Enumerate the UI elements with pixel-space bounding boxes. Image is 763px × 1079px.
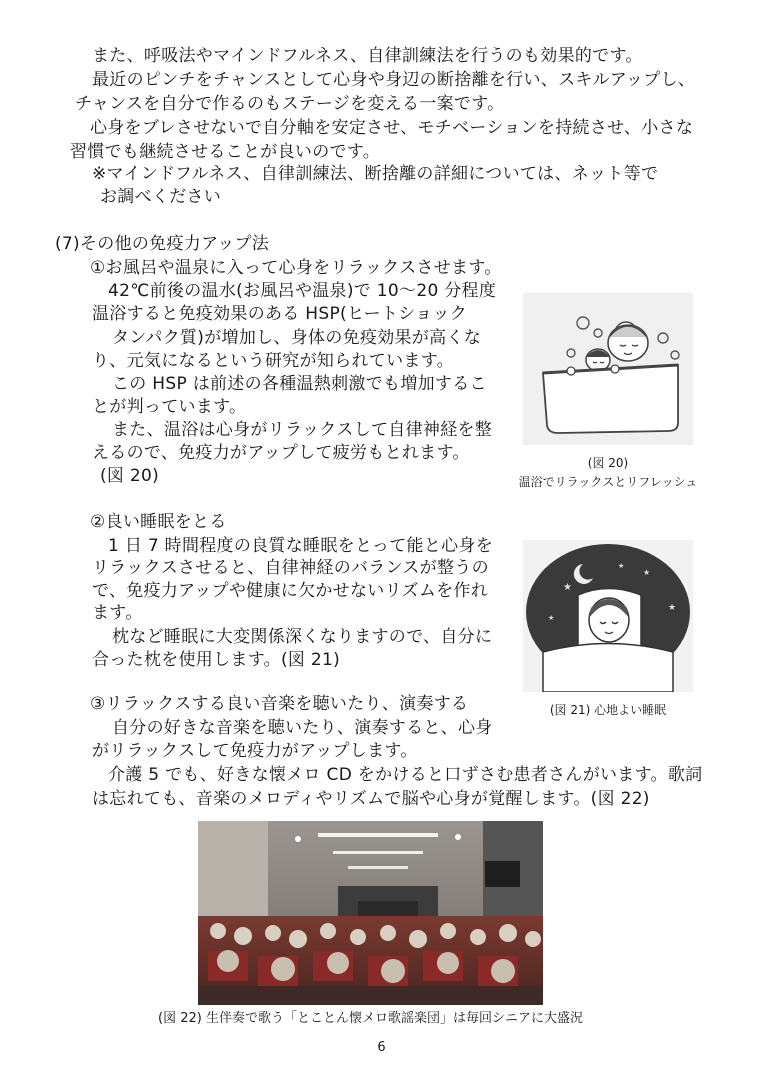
intro-line-2: 最近のピンチをチャンスとして心身や身辺の断捨離を行い、スキルアップし、 bbox=[92, 70, 696, 90]
sleep-line-4: ます。 bbox=[92, 603, 143, 623]
sleep-line-6: 合った枕を使用します。(図 21) bbox=[92, 650, 341, 670]
intro-note-line-2: お調べください bbox=[100, 187, 222, 207]
intro-line-3: チャンスを自分で作るのもステージを変える一案です。 bbox=[75, 94, 505, 114]
fig-20-caption: 温浴でリラックスとリフレッシュ bbox=[518, 475, 698, 489]
fig-20-number: (図 20) bbox=[587, 456, 629, 470]
svg-text:★: ★ bbox=[563, 582, 572, 593]
music-line-1: 自分の好きな音楽を聴いたり、演奏すると、心身 bbox=[112, 718, 493, 738]
bath-line-5: この HSP は前述の各種温熱刺激でも増加するこ bbox=[112, 374, 487, 394]
sleep-heading: ②良い睡眠をとる bbox=[90, 512, 227, 532]
bath-line-1: 42℃前後の温水(お風呂や温泉)で 10～20 分程度 bbox=[108, 281, 497, 301]
sleep-line-1: 1 日 7 時間程度の良質な睡眠をとって能と心身を bbox=[108, 536, 494, 556]
bath-line-4: り、元気になるという研究が知られています。 bbox=[92, 351, 454, 371]
bath-line-2: 温浴すると免疫効果のある HSP(ヒートショック bbox=[92, 304, 468, 324]
bath-illustration bbox=[523, 293, 693, 445]
page-number: 6 bbox=[377, 1040, 386, 1055]
bath-line-7: また、温浴は心身がリラックスして自律神経を整 bbox=[112, 420, 493, 440]
bath-line-9: (図 20) bbox=[100, 466, 160, 486]
sleep-line-3: で、免疫力アップや健康に欠かせないリズムを作れ bbox=[92, 581, 489, 601]
music-line-2: がリラックスして免疫力がアップします。 bbox=[92, 741, 418, 761]
bath-line-8: えるので、免疫力がアップして疲労もとれます。 bbox=[92, 443, 470, 463]
svg-text:★: ★ bbox=[668, 603, 677, 613]
bath-line-3: タンパク質)が増加し、身体の免疫効果が高くな bbox=[112, 328, 482, 348]
music-line-3: 介護 5 でも、好きな懐メロ CD をかけると口ずさむ患者さんがいます。歌詞 bbox=[108, 765, 703, 785]
music-line-4: は忘れても、音楽のメロディやリズムで脳や心身が覚醒します。(図 22) bbox=[92, 789, 650, 809]
bath-heading: ①お風呂や温泉に入って心身をリラックスさせます。 bbox=[90, 258, 502, 278]
sleep-illustration bbox=[523, 540, 693, 692]
music-heading: ③リラックスする良い音楽を聴いたり、演奏する bbox=[90, 694, 469, 714]
intro-line-1: また、呼吸法やマインドフルネス、自律訓練法を行うのも効果的です。 bbox=[92, 46, 643, 66]
intro-note-line-1: ※マインドフルネス、自律訓練法、断捨離の詳細については、ネット等で bbox=[92, 164, 659, 184]
svg-text:★: ★ bbox=[643, 568, 651, 577]
fig-21-caption: (図 21) 心地よい睡眠 bbox=[549, 703, 667, 717]
svg-text:★: ★ bbox=[548, 614, 555, 622]
sleep-line-2: リラックスさせると、自律神経のバランスが整うの bbox=[92, 558, 489, 578]
section-heading: (7)その他の免疫力アップ法 bbox=[55, 234, 270, 254]
intro-line-5: 習慣でも継続させることが良いのです。 bbox=[70, 142, 381, 162]
concert-photo bbox=[198, 821, 543, 1005]
intro-line-4: 心身をブレさせないで自分軸を安定させ、モチベーションを持続させ、小さな bbox=[90, 118, 694, 138]
svg-text:★: ★ bbox=[618, 562, 625, 570]
sleep-line-5: 枕など睡眠に大変関係深くなりますので、自分に bbox=[112, 627, 493, 647]
fig-22-caption: (図 22) 生伴奏で歌う「とことん懐メロ歌謡楽団」は毎回シニアに大盛況 bbox=[158, 1011, 583, 1026]
bath-line-6: とが判っています。 bbox=[92, 397, 247, 417]
